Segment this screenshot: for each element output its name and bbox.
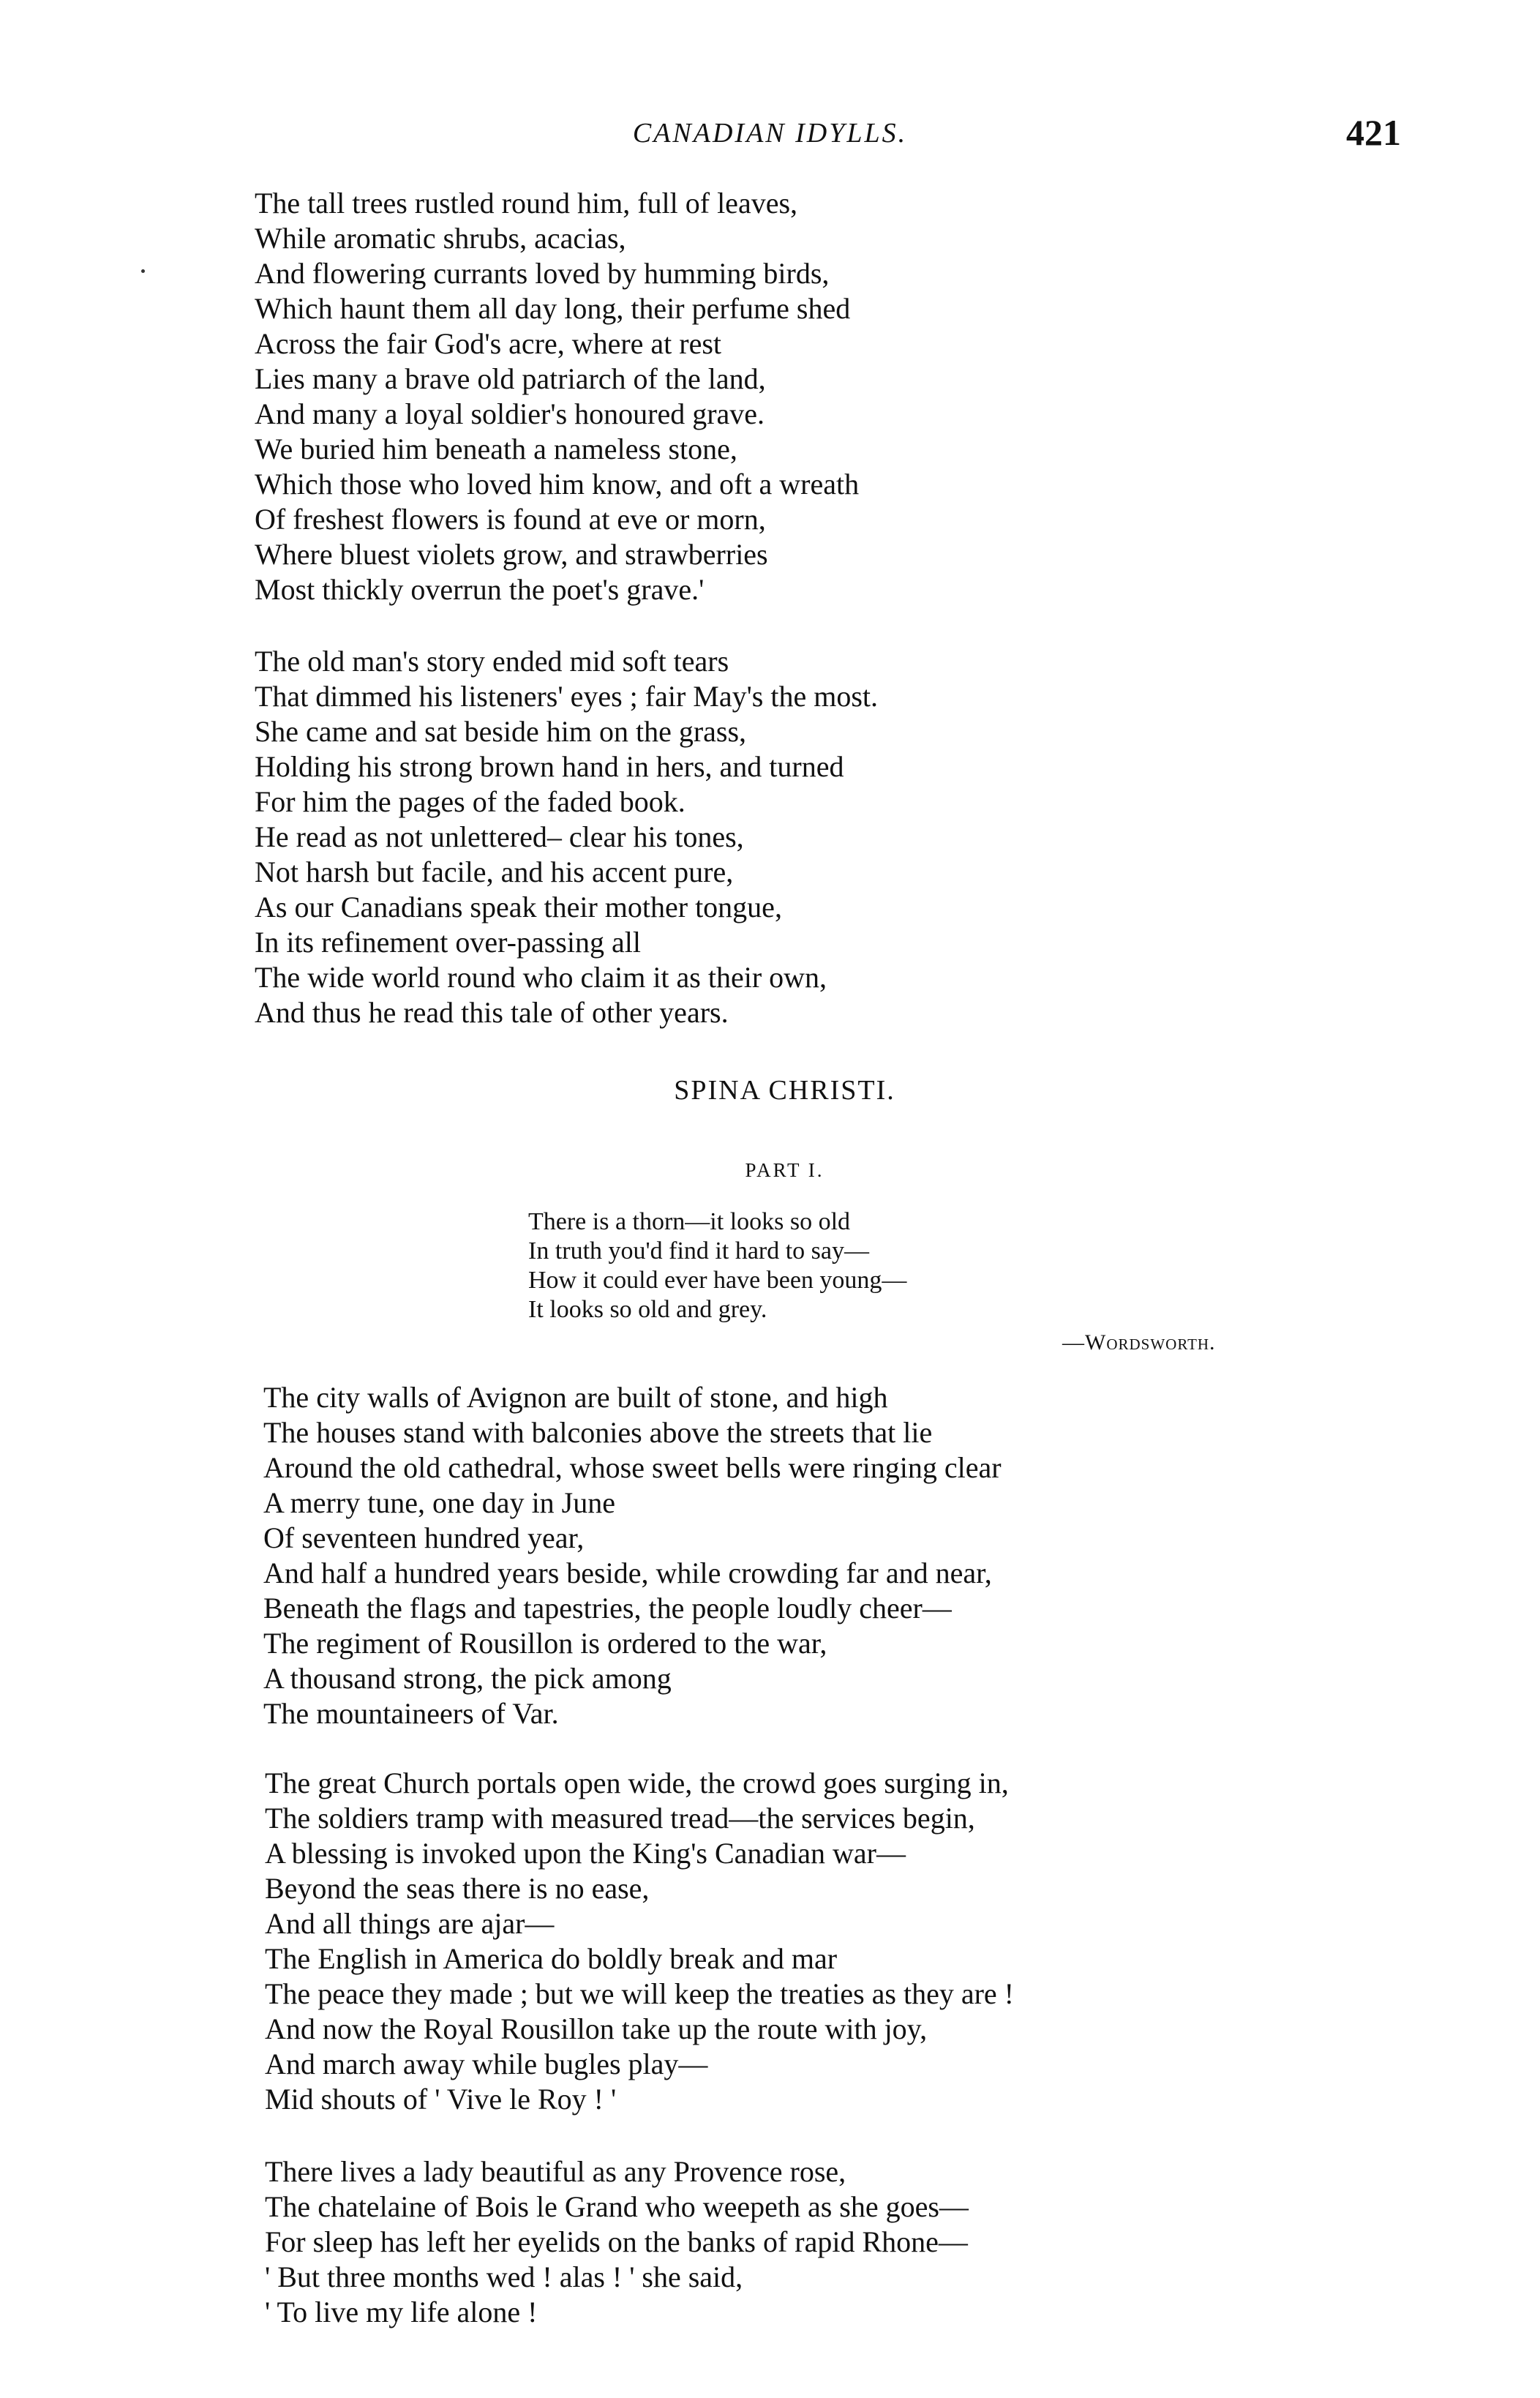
verse-line: And half a hundred years beside, while crowding far and near, xyxy=(263,1556,992,1589)
verse-line: The wide world round who claim it as their own, xyxy=(255,961,827,994)
epigraph-attribution: —Wordsworth. xyxy=(1062,1330,1216,1355)
verse-line: He read as not unlettered– clear his tones, xyxy=(255,820,744,853)
verse-line: The English in America do boldly break and mar xyxy=(265,1942,838,1975)
verse-line: The houses stand with balconies above the streets that lie xyxy=(263,1416,933,1449)
verse-line: Lies many a brave old patriarch of the land, xyxy=(255,362,766,395)
stanza-1 xyxy=(255,186,859,607)
stanza-4 xyxy=(265,1766,1014,2117)
verse-line: Not harsh but facile, and his accent pure, xyxy=(255,855,734,888)
verse-line: And now the Royal Rousillon take up the route with joy, xyxy=(265,2012,928,2045)
verse-line: There lives a lady beautiful as any Provence rose, xyxy=(265,2155,846,2188)
verse-line: Most thickly overrun the poet's grave.' xyxy=(255,573,705,606)
stanza-2 xyxy=(255,644,878,1030)
verse-line: And flowering currants loved by humming birds, xyxy=(255,257,830,290)
verse-line: That dimmed his listeners' eyes ; fair May's the most. xyxy=(255,680,879,713)
verse-line: The peace they made ; but we will keep the treaties as they are ! xyxy=(265,1977,1014,2010)
verse-line: Which those who loved him know, and oft a wreath xyxy=(255,468,860,501)
verse-line: And all things are ajar— xyxy=(265,1907,555,1940)
epigraph-line: In truth you'd find it hard to say— xyxy=(528,1237,870,1264)
verse-line: The tall trees rustled round him, full of leaves, xyxy=(255,187,798,220)
verse-line: Of freshest flowers is found at eve or morn, xyxy=(255,503,766,536)
verse-line: The old man's story ended mid soft tears xyxy=(255,645,729,678)
verse-line: A merry tune, one day in June xyxy=(263,1486,615,1519)
verse-line: The chatelaine of Bois le Grand who weepeth as she goes— xyxy=(265,2190,969,2223)
epigraph xyxy=(528,1207,906,1324)
part-label: PART I. xyxy=(745,1159,825,1181)
epigraph-line: It looks so old and grey. xyxy=(528,1296,767,1323)
stanza-5 xyxy=(265,2154,969,2330)
verse-line: Where bluest violets grow, and strawberries xyxy=(255,538,768,571)
verse-line: Across the fair God's acre, where at rest xyxy=(255,327,722,360)
verse-line: We buried him beneath a nameless stone, xyxy=(255,432,737,465)
poem-title: SPINA CHRISTI. xyxy=(674,1075,895,1106)
verse-line: While aromatic shrubs, acacias, xyxy=(255,222,626,255)
verse-line: As our Canadians speak their mother tongue, xyxy=(255,891,782,923)
running-title: CANADIAN IDYLLS. xyxy=(632,118,908,149)
verse-line: And many a loyal soldier's honoured grave. xyxy=(255,397,765,430)
verse-line: A blessing is invoked upon the King's Canadian war— xyxy=(265,1837,906,1870)
verse-line: And thus he read this tale of other years. xyxy=(255,996,729,1029)
verse-line: Around the old cathedral, whose sweet bells were ringing clear xyxy=(263,1451,1002,1484)
verse-line: Beneath the flags and tapestries, the people loudly cheer— xyxy=(263,1592,952,1625)
verse-line: The city walls of Avignon are built of stone, and high xyxy=(263,1381,888,1414)
verse-line: The regiment of Rousillon is ordered to the war, xyxy=(263,1627,827,1660)
stray-ink-mark xyxy=(141,269,145,273)
verse-line: And march away while bugles play— xyxy=(265,2047,708,2080)
verse-line: For sleep has left her eyelids on the banks of rapid Rhone— xyxy=(265,2225,968,2258)
page-number: 421 xyxy=(1346,112,1401,153)
verse-line: Mid shouts of ' Vive le Roy ! ' xyxy=(265,2083,617,2116)
verse-line: The great Church portals open wide, the crowd goes surging in, xyxy=(265,1766,1009,1799)
verse-line: For him the pages of the faded book. xyxy=(255,785,686,818)
verse-line: A thousand strong, the pick among xyxy=(263,1662,672,1695)
verse-line: She came and sat beside him on the grass, xyxy=(255,715,747,748)
verse-line: In its refinement over-passing all xyxy=(255,926,641,959)
epigraph-line: How it could ever have been young— xyxy=(528,1267,907,1294)
verse-line: The mountaineers of Var. xyxy=(263,1697,559,1730)
stanza-3 xyxy=(263,1380,1002,1731)
verse-line: The soldiers tramp with measured tread—the services begin, xyxy=(265,1802,975,1835)
verse-line: Beyond the seas there is no ease, xyxy=(265,1872,650,1905)
verse-line: ' But three months wed ! alas ! ' she said, xyxy=(265,2260,743,2293)
verse-line: Of seventeen hundred year, xyxy=(263,1521,585,1554)
verse-line: ' To live my life alone ! xyxy=(265,2296,538,2328)
epigraph-line: There is a thorn—it looks so old xyxy=(528,1208,851,1235)
verse-line: Holding his strong brown hand in hers, and turned xyxy=(255,750,844,783)
verse-line: Which haunt them all day long, their perfume shed xyxy=(255,292,851,325)
